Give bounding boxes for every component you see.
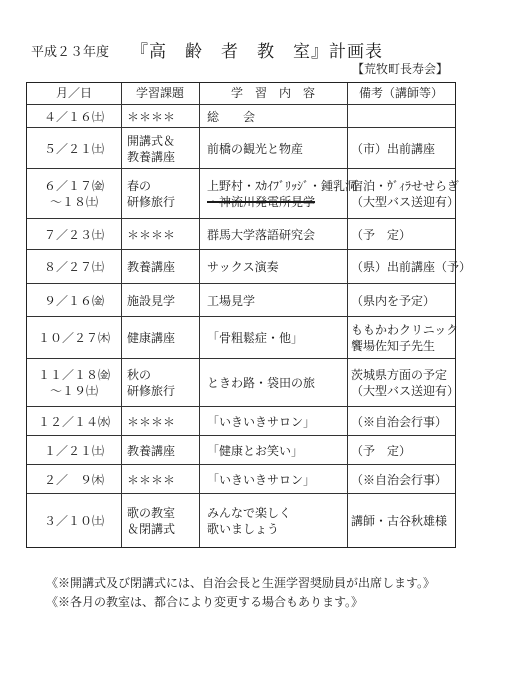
cell-line: 宿泊・ｳﾞｨﾗせせらぎ (351, 179, 460, 193)
date-cell (27, 465, 121, 494)
cell-line: 前橋の観光と物産 (207, 141, 304, 156)
cell-line: 秋の (127, 368, 152, 382)
cell-line: 教養講座 (127, 443, 176, 458)
table-row (27, 493, 455, 548)
table-row (27, 406, 455, 436)
date-cell (27, 317, 121, 359)
cell-line: １２／１４㈬ (37, 414, 110, 429)
cell-line: 上野村・ｽｶｲﾌﾞﾘｯｼﾞ・鍾乳洞 (207, 179, 358, 193)
cell-line: 「いきいきサロン」 (207, 414, 316, 429)
table-row (27, 464, 455, 494)
content-cell (207, 359, 347, 407)
notes-cell (351, 465, 455, 494)
cell-line: 教養講座 (127, 149, 176, 164)
column-header-content: 学 習 内 容 (230, 86, 315, 100)
content-cell (207, 169, 358, 219)
notes-cell (351, 359, 460, 407)
cell-line: （予 定） (351, 443, 412, 458)
content-cell (207, 436, 347, 465)
table-row (27, 104, 455, 128)
topic-cell (127, 250, 197, 284)
schedule-table (26, 82, 472, 548)
cell-line: 講師・古谷秋雄様 (351, 514, 448, 528)
cell-line: 茨城県方面の予定 (351, 368, 448, 382)
table-row (27, 435, 455, 465)
content-cell (207, 407, 347, 436)
organization-label: 【荒牧町長寿会】 (352, 62, 449, 76)
date-cell (27, 284, 121, 317)
cell-line: （※自治会行事） (351, 414, 448, 429)
cell-line: ６／１７㈮ (43, 179, 104, 193)
topic-cell (127, 436, 197, 465)
topic-cell (127, 169, 197, 219)
cell-line: 歌の教室 (127, 506, 176, 520)
date-cell (27, 250, 121, 284)
date-cell (27, 359, 121, 407)
content-cell (207, 284, 347, 317)
cell-line: 教養講座 (127, 260, 176, 274)
cell-line: みんなで楽しく (207, 506, 292, 520)
topic-cell (127, 465, 197, 494)
notes-cell (351, 128, 455, 169)
cell-line: 群馬大学落語研究会 (207, 227, 316, 242)
date-cell (27, 494, 121, 548)
cell-line: 春の (127, 179, 152, 193)
cell-line: 「いきいきサロン」 (207, 472, 316, 487)
date-cell (27, 407, 121, 436)
cell-line: 饗場佐知子先生 (351, 339, 436, 353)
column-header-topic: 学習課題 (135, 86, 184, 100)
topic-cell (127, 284, 197, 317)
cell-line: 「骨粗鬆症・他」 (207, 331, 304, 345)
topic-cell (127, 359, 197, 407)
notes-cell (351, 250, 472, 284)
cell-line: ももかわクリニック (351, 323, 459, 337)
cell-line: ときわ路・袋田の旅 (207, 376, 316, 390)
cell-line: （市）出前講座 (351, 141, 436, 156)
topic-cell (127, 219, 197, 250)
cell-line: 歌いましょう (207, 522, 280, 536)
cell-line: 研修旅行 (127, 384, 176, 398)
notes-cell (351, 436, 455, 465)
fiscal-year-label: 平成２３年度 (31, 45, 110, 60)
cell-line: １１／１８㈮ (37, 368, 110, 382)
cell-line: ２／ ９㈭ (43, 472, 104, 487)
cell-line: 「健康とお笑い」 (207, 443, 304, 458)
topic-cell (127, 128, 197, 169)
table-row (27, 249, 472, 284)
notes-cell (351, 105, 455, 128)
content-cell (207, 105, 347, 128)
table-row (27, 218, 455, 250)
cell-line: ＊＊＊＊ (127, 472, 176, 487)
cell-line: ９／１６㈮ (43, 293, 104, 308)
cell-line: （大型バス送迎有） (351, 384, 460, 398)
cell-line: （大型バス送迎有） (351, 195, 460, 209)
notes-cell (351, 284, 455, 317)
date-cell (27, 128, 121, 169)
table-row (27, 283, 455, 317)
topic-cell (127, 317, 197, 359)
page-title: 『高 齢 者 教 室』計画表 (131, 42, 383, 62)
content-cell (207, 465, 347, 494)
date-cell (27, 436, 121, 465)
cell-line: １／２１㈯ (43, 443, 104, 458)
content-cell (207, 128, 347, 169)
topic-cell (127, 494, 197, 548)
notes-cell (351, 494, 455, 548)
cell-line: ４／１６㈯ (43, 109, 104, 124)
date-cell (27, 105, 121, 128)
cell-line: ５／２１㈯ (43, 141, 104, 156)
notes-cell (351, 219, 455, 250)
cell-line: （※自治会行事） (351, 472, 448, 487)
footer-note-ceremony: 《※開講式及び閉講式には、自治会長と生涯学習奨励員が出席します。》 (46, 576, 436, 590)
cell-line: ８／２７㈯ (43, 260, 104, 274)
cell-line: （予 定） (351, 227, 412, 242)
table-row (27, 358, 460, 407)
cell-line: サックス演奏 (207, 260, 279, 274)
cell-line: ＊＊＊＊ (127, 227, 176, 242)
table-row (27, 168, 460, 219)
notes-cell (351, 407, 455, 436)
cell-line: １０／２７㈭ (37, 331, 110, 345)
cell-line: 研修旅行 (127, 195, 176, 209)
cell-line: （県）出前講座（予） (351, 260, 472, 274)
date-cell (27, 219, 121, 250)
date-cell (27, 169, 121, 219)
column-header-notes: 備考（講師等） (358, 86, 443, 100)
cell-line: ～１９㈯ (49, 384, 98, 398)
cell-line: 開講式＆ (127, 133, 176, 148)
content-cell (207, 494, 347, 548)
table-row (27, 316, 459, 359)
cell-line: 健康講座 (127, 331, 176, 345)
cell-line: ３／１０㈯ (43, 514, 104, 528)
cell-line: 施設見学 (127, 293, 176, 308)
column-header-date: 月／日 (55, 86, 92, 100)
cell-line: ＊＊＊＊ (127, 109, 176, 124)
cell-line: ７／２３㈯ (43, 227, 104, 242)
content-cell (207, 219, 347, 250)
cell-line: ＆閉講式 (127, 522, 176, 536)
content-cell (207, 250, 347, 284)
topic-cell (127, 105, 197, 128)
cell-line: 工場見学 (207, 293, 256, 308)
content-cell (207, 317, 347, 359)
notes-cell (351, 169, 460, 219)
footer-note-schedule-change: 《※各月の教室は、都合により変更する場合もあります。》 (46, 595, 364, 609)
notes-cell (351, 317, 459, 359)
cell-line: ～１８㈯ (49, 195, 98, 209)
table-row (27, 127, 455, 169)
cell-line: （県内を予定） (351, 293, 436, 308)
topic-cell (127, 407, 197, 436)
cell-line: ＊＊＊＊ (127, 414, 176, 429)
cell-line: ・神流川発電所見学 (207, 195, 316, 209)
cell-line: 総 会 (207, 109, 256, 124)
